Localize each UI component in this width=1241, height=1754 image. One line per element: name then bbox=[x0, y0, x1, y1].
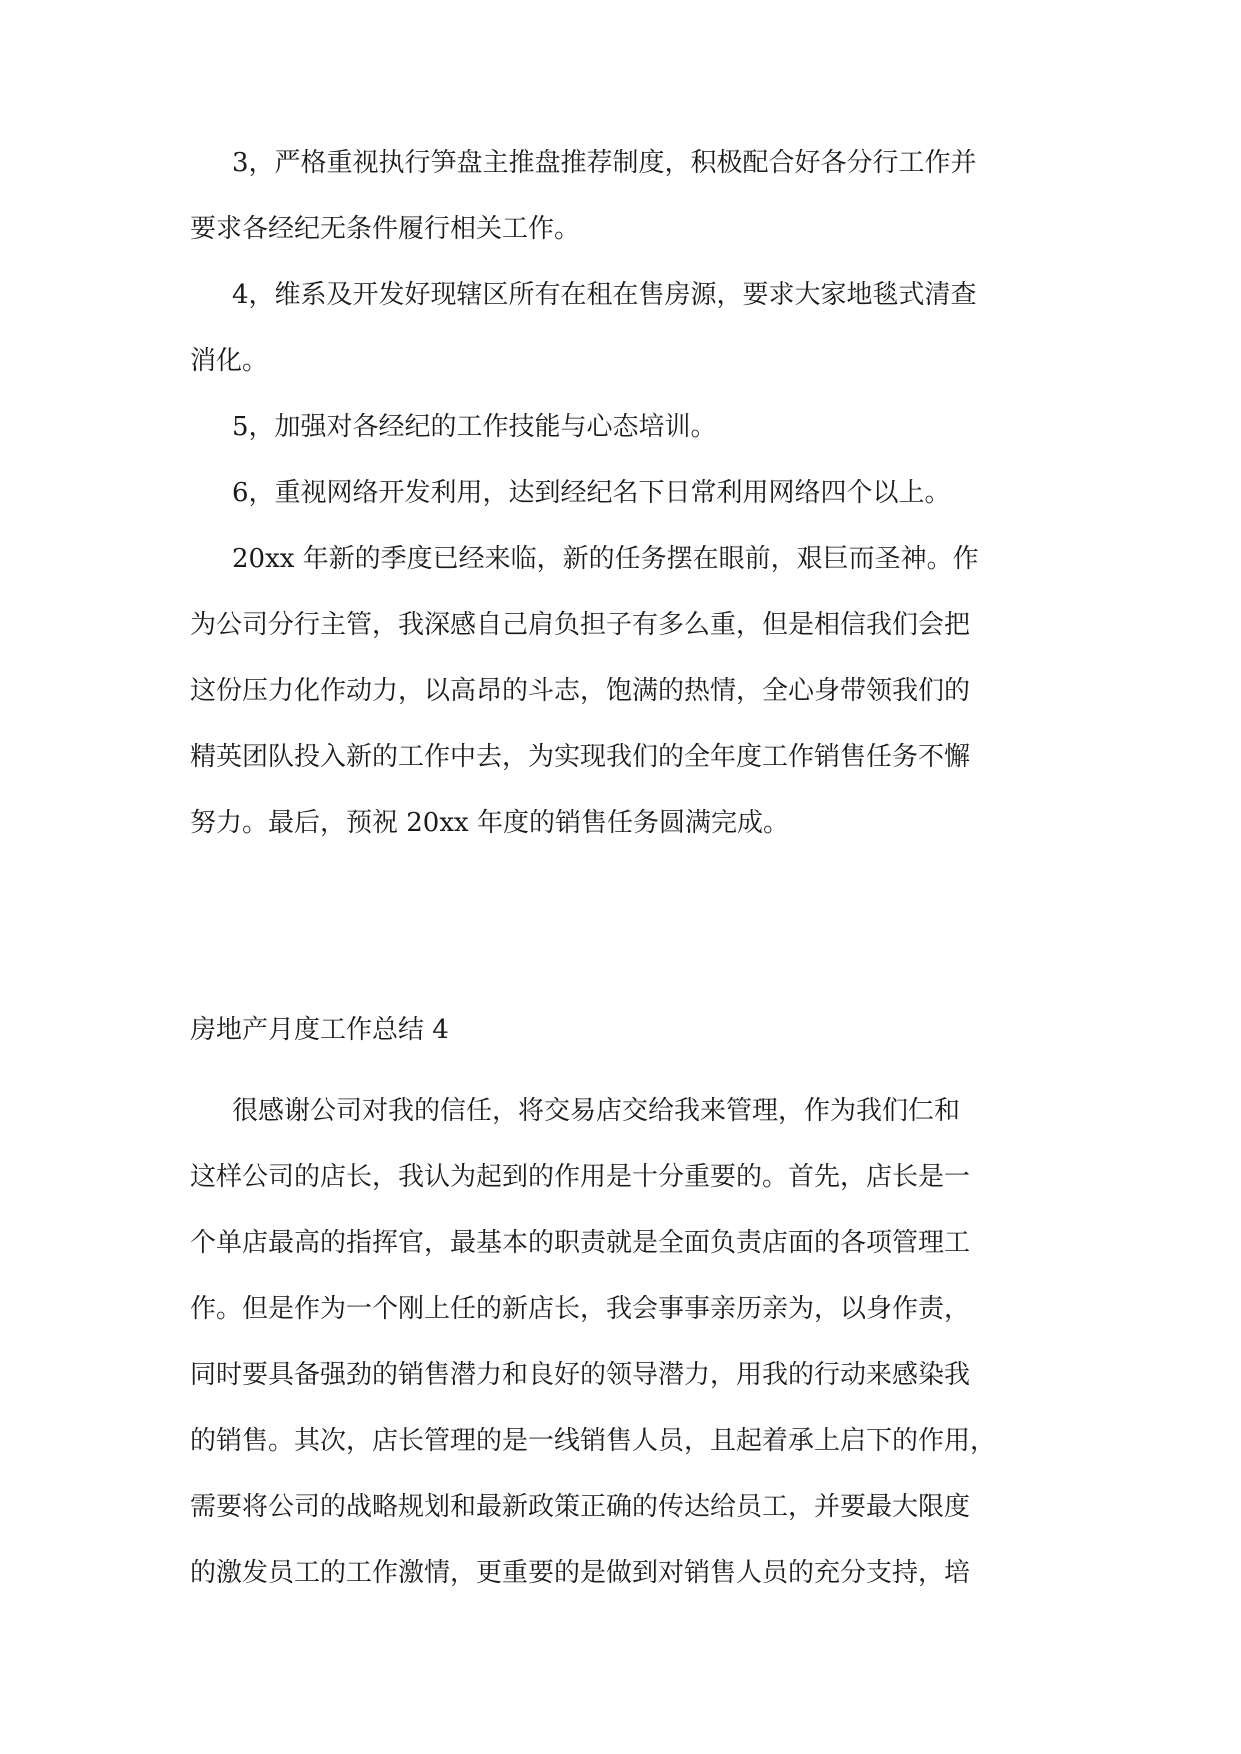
section-heading: 房地产月度工作总结 4 bbox=[190, 1015, 449, 1045]
text-line: 的销售。其次，店长管理的是一线销售人员，且起着承上启下的作用， bbox=[190, 1426, 997, 1456]
text-line: 要求各经纪无条件履行相关工作。 bbox=[190, 214, 581, 244]
text-line: 个单店最高的指挥官，最基本的职责就是全面负责店面的各项管理工 bbox=[190, 1228, 971, 1258]
text-line: 精英团队投入新的工作中去，为实现我们的全年度工作销售任务不懈 bbox=[190, 742, 971, 772]
text-line: 为公司分行主管，我深感自己肩负担子有多么重，但是相信我们会把 bbox=[190, 610, 971, 640]
text-line: 很感谢公司对我的信任，将交易店交给我来管理，作为我们仁和 bbox=[232, 1096, 961, 1126]
text-line: 作。但是作为一个刚上任的新店长，我会事事亲历亲为，以身作责， bbox=[190, 1294, 971, 1324]
text-line: 消化。 bbox=[190, 346, 269, 376]
text-line: 4，维系及开发好现辖区所有在租在售房源，要求大家地毯式清查 bbox=[232, 280, 977, 310]
text-line: 6，重视网络开发利用，达到经纪名下日常利用网络四个以上。 bbox=[232, 478, 951, 508]
text-line: 5，加强对各经纪的工作技能与心态培训。 bbox=[232, 412, 717, 442]
text-line: 20xx 年新的季度已经来临，新的任务摆在眼前，艰巨而圣神。作 bbox=[232, 544, 979, 574]
text-line: 同时要具备强劲的销售潜力和良好的领导潜力，用我的行动来感染我 bbox=[190, 1360, 971, 1390]
text-line: 的激发员工的工作激情，更重要的是做到对销售人员的充分支持，培 bbox=[190, 1558, 971, 1588]
text-line: 需要将公司的战略规划和最新政策正确的传达给员工，并要最大限度 bbox=[190, 1492, 971, 1522]
text-line: 努力。最后，预祝 20xx 年度的销售任务圆满完成。 bbox=[190, 808, 789, 838]
text-line: 3，严格重视执行笋盘主推盘推荐制度，积极配合好各分行工作并 bbox=[232, 148, 977, 178]
text-line: 这份压力化作动力，以高昂的斗志，饱满的热情，全心身带领我们的 bbox=[190, 676, 971, 706]
text-line: 这样公司的店长，我认为起到的作用是十分重要的。首先，店长是一 bbox=[190, 1162, 971, 1192]
